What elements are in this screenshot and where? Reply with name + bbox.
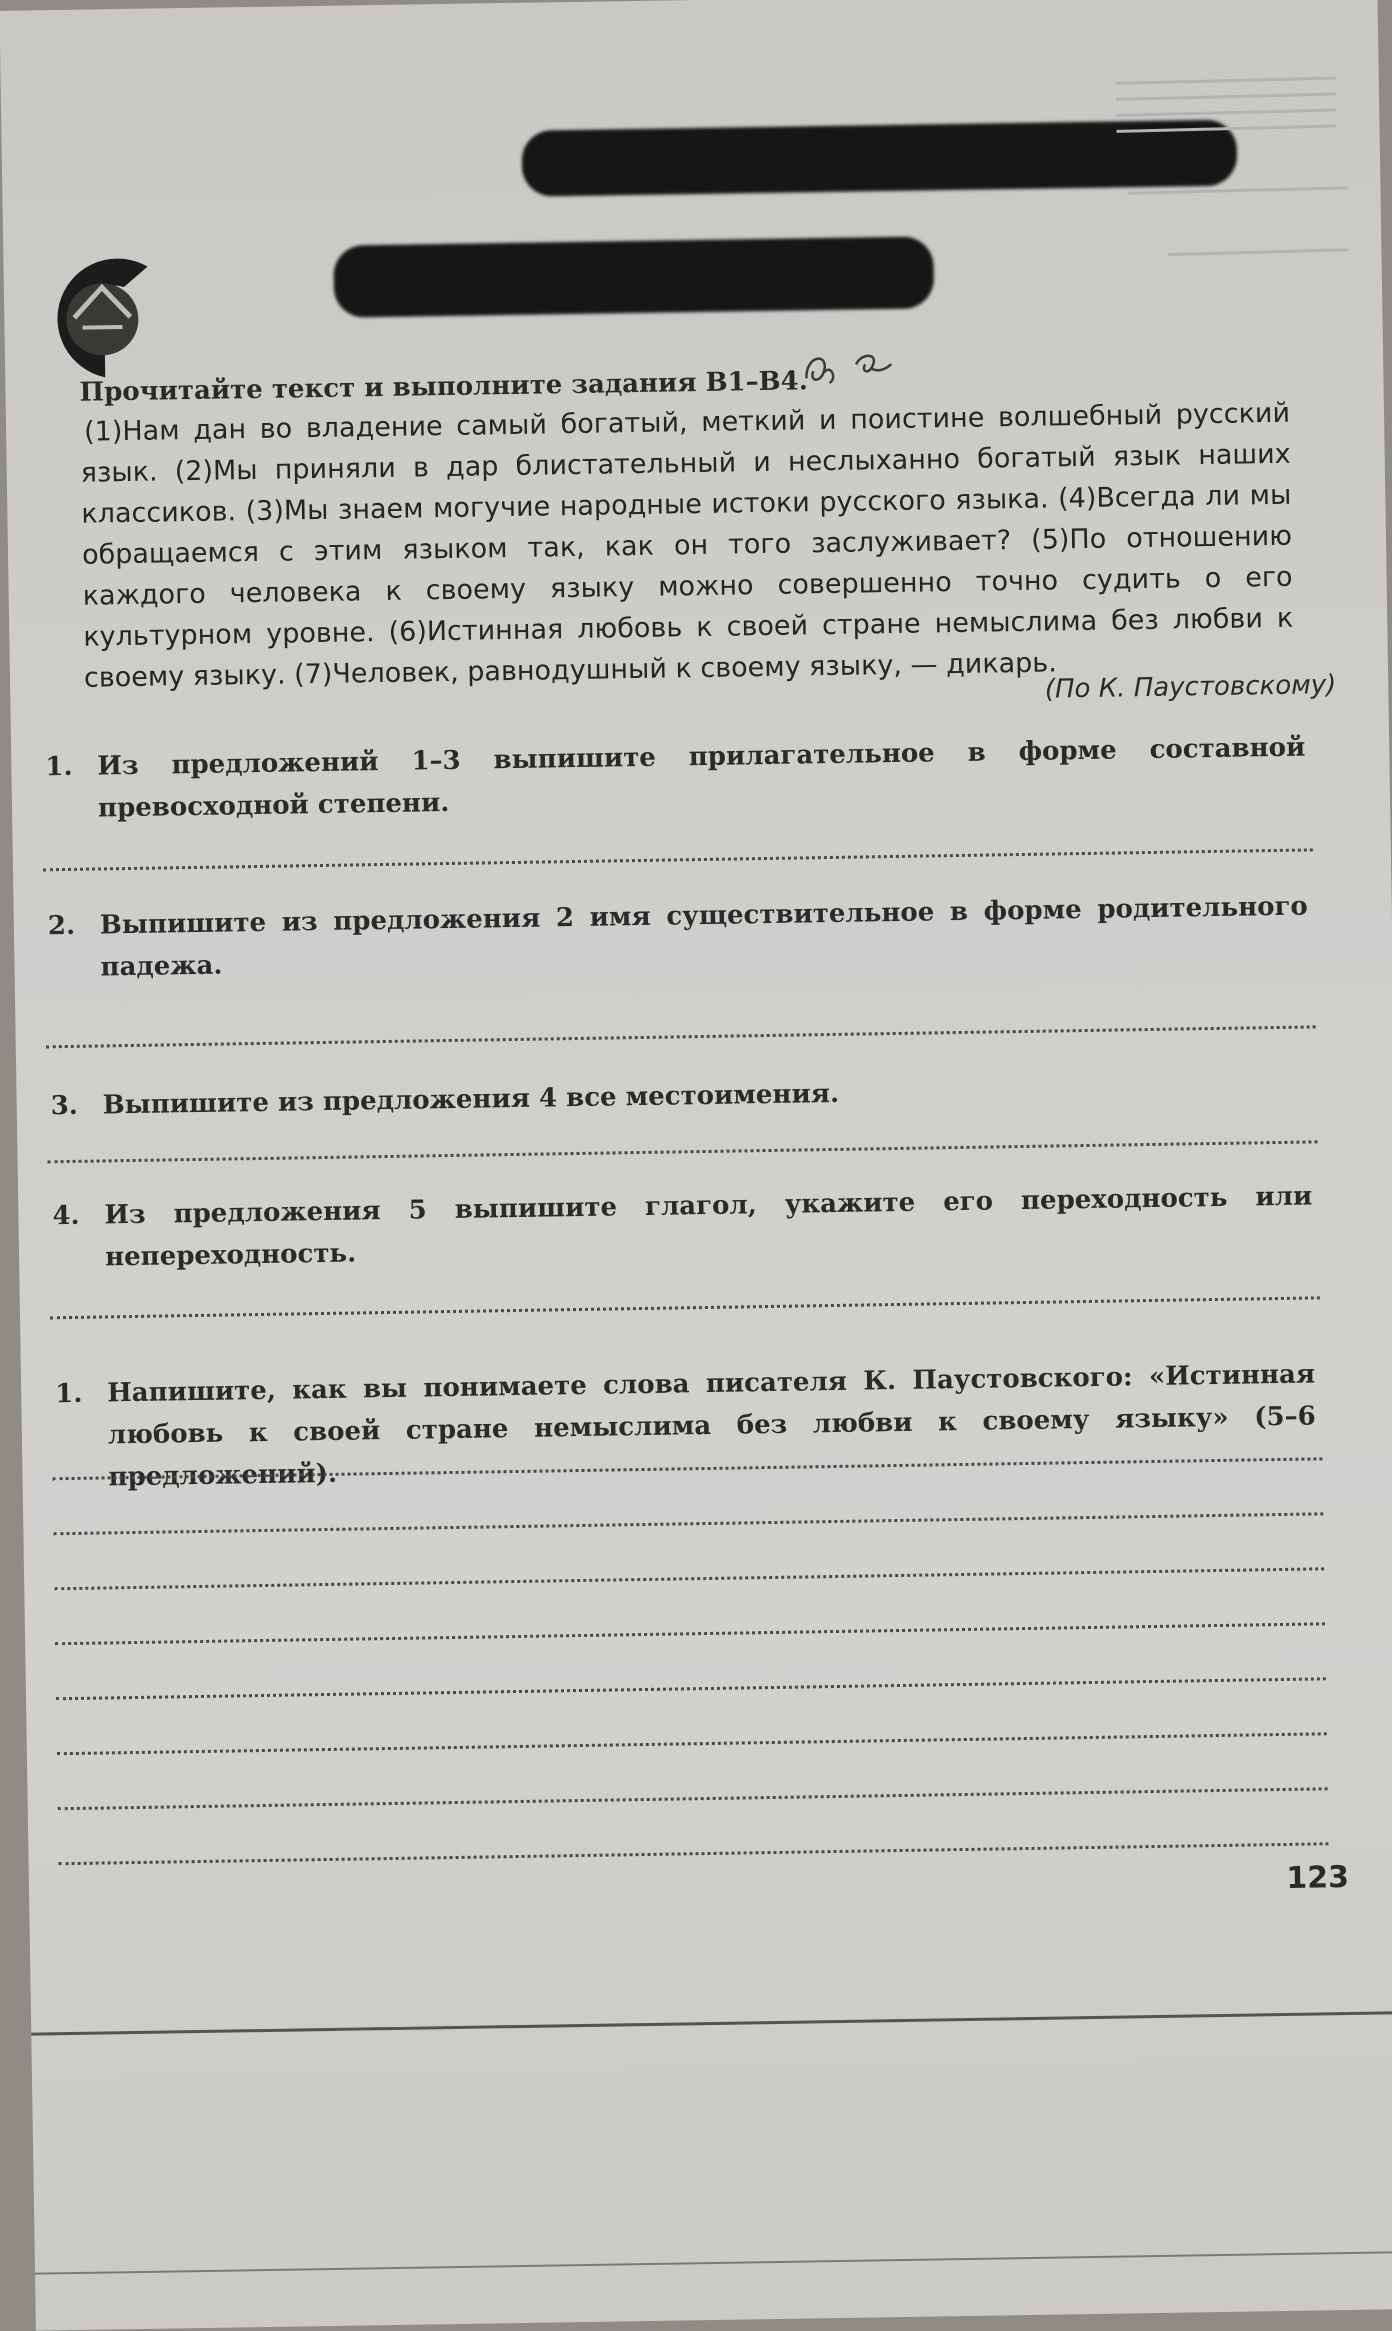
task-text: Из предложения 5 выпишите глагол, укажите его переходность или непереходность. — [104, 1181, 1313, 1273]
bottom-fold-line — [35, 2251, 1392, 2275]
task-item — [48, 886, 1309, 990]
task-number: 3. — [50, 1090, 79, 1122]
task-text: Напишите, как вы понимаете слова писателя К. Паустовского: «Истинная любовь к своей стране немыслима без любви к своему языку» (5–6 предложений). — [107, 1359, 1316, 1493]
answer-line[interactable] — [43, 848, 1313, 871]
passage-text: (1)Нам дан во владение самый богатый, меткий и поистине волшебный русский язык. (2)Мы приняли в дар блистательный и неслыханно богатый язык наших классиков. (3)Мы знаем могучие народные истоки русского языка. (4)Всегда ли мы обращаемся с этим языком так, как он того заслуживает? (5)По отношению каждого человека к своему языку можно совершенно точно судить о его культурном уровне. (6)Истинная любовь к своей стране немыслима без любви к своему языку. (7)Человек, равнодушный к своему языку, — дикарь. — [80, 397, 1294, 694]
task-number: 1. — [55, 1378, 83, 1410]
task-text: Выпишите из предложения 2 имя существительное в форме родительного падежа. — [99, 891, 1308, 983]
page-number: 123 — [1286, 1859, 1350, 1896]
answer-line[interactable] — [57, 1732, 1327, 1755]
handwritten-note — [801, 342, 897, 393]
answer-line[interactable] — [55, 1622, 1325, 1645]
reading-passage — [80, 393, 1294, 699]
task-text: Из предложений 1–3 выпишите прилагательное в форме составной превосходной степени. — [97, 732, 1306, 824]
answer-line[interactable] — [54, 1567, 1324, 1590]
task-number: 1. — [45, 751, 73, 783]
assignment-instruction: Прочитайте текст и выполните задания В1–В4. — [79, 366, 808, 408]
answer-line[interactable] — [53, 1512, 1323, 1535]
faded-stamp — [1106, 70, 1359, 294]
task-item — [55, 1353, 1317, 1499]
answer-line[interactable] — [58, 1787, 1328, 1810]
answer-line[interactable] — [59, 1842, 1329, 1865]
redacted-title-bar — [333, 236, 934, 317]
task-item — [50, 1065, 1311, 1127]
answer-line[interactable] — [48, 1140, 1318, 1163]
task-item — [45, 727, 1306, 831]
answer-line[interactable] — [50, 1296, 1320, 1319]
answer-line[interactable] — [56, 1677, 1326, 1700]
page-edge-rule — [31, 2011, 1392, 2036]
task-text: Выпишите из предложения 4 все местоимения. — [102, 1078, 840, 1121]
answer-line[interactable] — [46, 1025, 1316, 1048]
section-logo-icon — [43, 227, 157, 381]
passage-source: (По К. Паустовскому) — [1044, 670, 1337, 705]
task-number: 4. — [52, 1200, 80, 1232]
task-number: 2. — [47, 910, 76, 942]
task-item — [52, 1175, 1313, 1279]
